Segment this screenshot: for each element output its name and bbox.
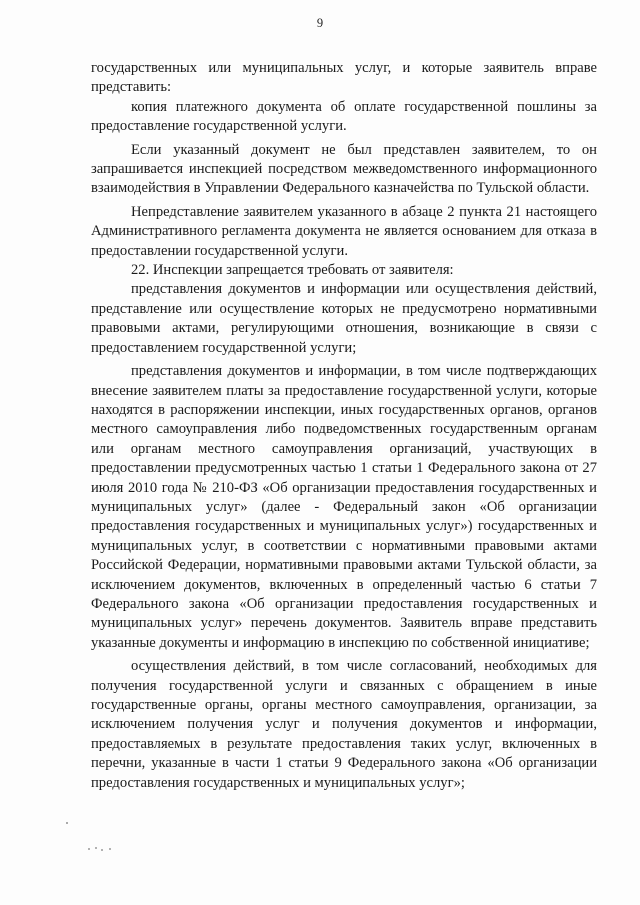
paragraph-prohibition-documents: представления документов и информации, в том числе подтверждающих внесение заявителем платы за предоставление государственной услуги, которые находятся в распоряжении инспекции, иных государственных органов, органов местного самоуправления либо подведомственных государственным органам или органам местного самоуправления организаций, участвующих в предоставлении предусмотренных частью 1 статьи 1 Федерального закона от 27 июля 2010 года № 210-ФЗ «Об организации предоставления государственных и муниципальных услуг» (далее - Федеральный закон «Об организации предоставления государственных и муниципальных услуг») государственных и муниципальных услуг, в соответствии с нормативными правовыми актами Российской Федерации, нормативными правовыми актами Тульской области, за исключением документов, включенных в определенный частью 6 статьи 7 Федерального закона «Об организации предоставления государственных и муниципальных услуг» перечень документов. Заявитель вправе представить указанные документы и информацию в инспекцию по собственной инициативе;: [91, 363, 597, 651]
paragraph-payment-document: копия платежного документа об оплате государственной пошлины за предоставление государственной услуги.: [91, 98, 597, 135]
paragraph-continuation: государственных или муниципальных услуг, и которые заявитель вправе представить:: [91, 60, 597, 96]
page-number: 9: [316, 16, 324, 30]
document-body: [91, 59, 597, 793]
scan-artifact-marks: [88, 846, 118, 852]
paragraph-section-22: 22. Инспекции запрещается требовать от заявителя:: [131, 262, 454, 279]
paragraph-non-submission: Непредставление заявителем указанного в абзаце 2 пункта 21 настоящего Административного регламента документа не является основанием для отказа в предоставлении государственной услуги.: [91, 203, 597, 259]
paragraph-prohibition-approvals: осуществления действий, в том числе согласований, необходимых для получения государственной услуги и связанных с обращением в иные государственные органы, органы местного самоуправления, организации, за исключением получения услуг и получения документов и информации, предоставляемых в результате предоставления таких услуг, включенных в перечни, указанные в части 1 статьи 9 Федерального закона «Об организации предоставления государственных и муниципальных услуг»;: [91, 658, 597, 791]
scan-artifact-dot: [66, 822, 68, 824]
paragraph-prohibition-actions: представления документов и информации или осуществления действий, представление или осуществление которых не предусмотрено нормативными правовыми актами, регулирующими отношения, возникающие в связи с предоставлением государственной услуги;: [91, 281, 597, 356]
paragraph-inspection-request: Если указанный документ не был представлен заявителем, то он запрашивается инспекцией посредством межведомственного информационного взаимодействия в Управлении Федерального казначейства по Тульской области.: [91, 141, 597, 197]
